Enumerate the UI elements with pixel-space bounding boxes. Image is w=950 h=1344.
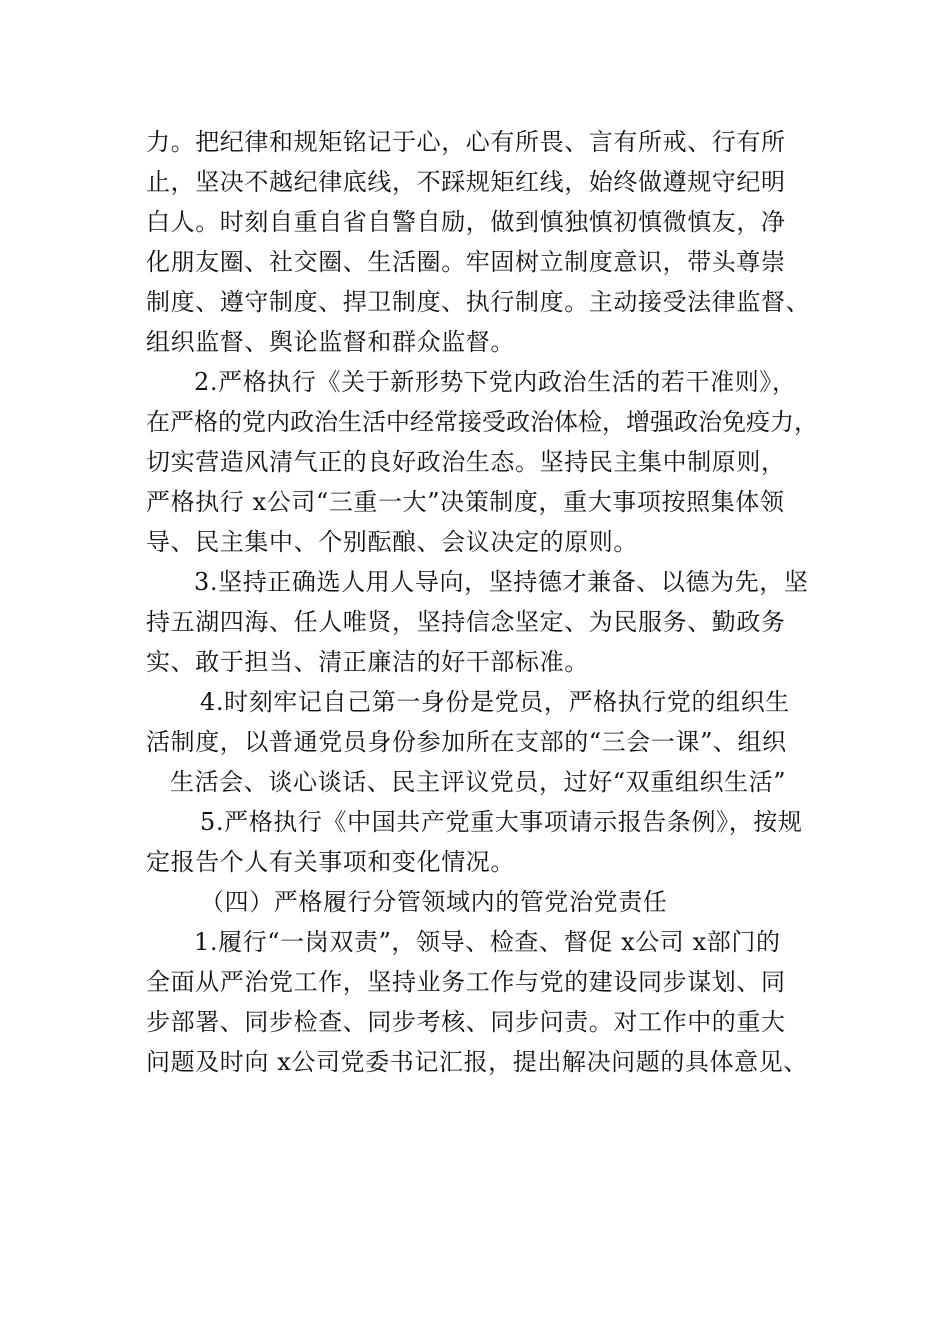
text-line: 活制度，以普通党员身份参加所在支部的“三会一课”、组织 (146, 728, 787, 756)
text-line: 生活会、谈心谈话、民主评议党员，过好“双重组织生活” (170, 768, 787, 796)
text-line: 5.严格执行《中国共产党重大事项请示报告条例》，按规 (200, 808, 803, 836)
text-line: 制度、遵守制度、捍卫制度、执行制度。主动接受法律监督、 (146, 288, 811, 316)
text-line: 化朋友圈、社交圈、生活圈。牢固树立制度意识，带头尊崇 (146, 248, 786, 276)
text-line: 全面从严治党工作，坚持业务工作与党的建设同步谋划、同 (146, 968, 786, 996)
text-line: 在严格的党内政治生活中经常接受政治体检，增强政治免疫力， (146, 408, 818, 436)
text-line: 力。把纪律和规矩铭记于心，心有所畏、言有所戒、行有所 (146, 128, 786, 156)
text-line: 止，坚决不越纪律底线，不踩规矩红线，始终做遵规守纪明 (146, 168, 786, 196)
text-line: 实、敢于担当、清正廉洁的好干部标准。 (146, 648, 589, 676)
text-line: 问题及时向 x公司党委书记汇报，提出解决问题的具体意见、 (146, 1048, 808, 1076)
text-line: 严格执行 x公司“三重一大”决策制度，重大事项按照集体领 (146, 488, 785, 516)
text-line: 4.时刻牢记自己第一身份是党员，严格执行党的组织生 (200, 688, 790, 716)
text-line: 3.坚持正确选人用人导向，坚持德才兼备、以德为先，坚 (194, 568, 809, 596)
text-line: 白人。时刻自重自省自警自励，做到慎独慎初慎微慎友，净 (146, 208, 786, 236)
text-line: 导、民主集中、个别酝酿、会议决定的原则。 (146, 528, 638, 556)
text-line: 持五湖四海、任人唯贤，坚持信念坚定、为民服务、勤政务 (146, 608, 786, 636)
text-line: 步部署、同步检查、同步考核、同步问责。对工作中的重大 (146, 1008, 786, 1036)
text-line: 1.履行“一岗双责”，领导、检查、督促 x公司 x部门的 (194, 928, 781, 956)
section-heading: （四）严格履行分管领域内的管党治党责任 (200, 888, 668, 916)
text-line: 2.严格执行《关于新形势下党内政治生活的若干准则》， (194, 368, 797, 396)
text-line: 切实营造风清气正的良好政治生态。坚持民主集中制原则， (146, 448, 786, 476)
text-line: 定报告个人有关事项和变化情况。 (146, 848, 515, 876)
text-line: 组织监督、舆论监督和群众监督。 (146, 328, 515, 356)
